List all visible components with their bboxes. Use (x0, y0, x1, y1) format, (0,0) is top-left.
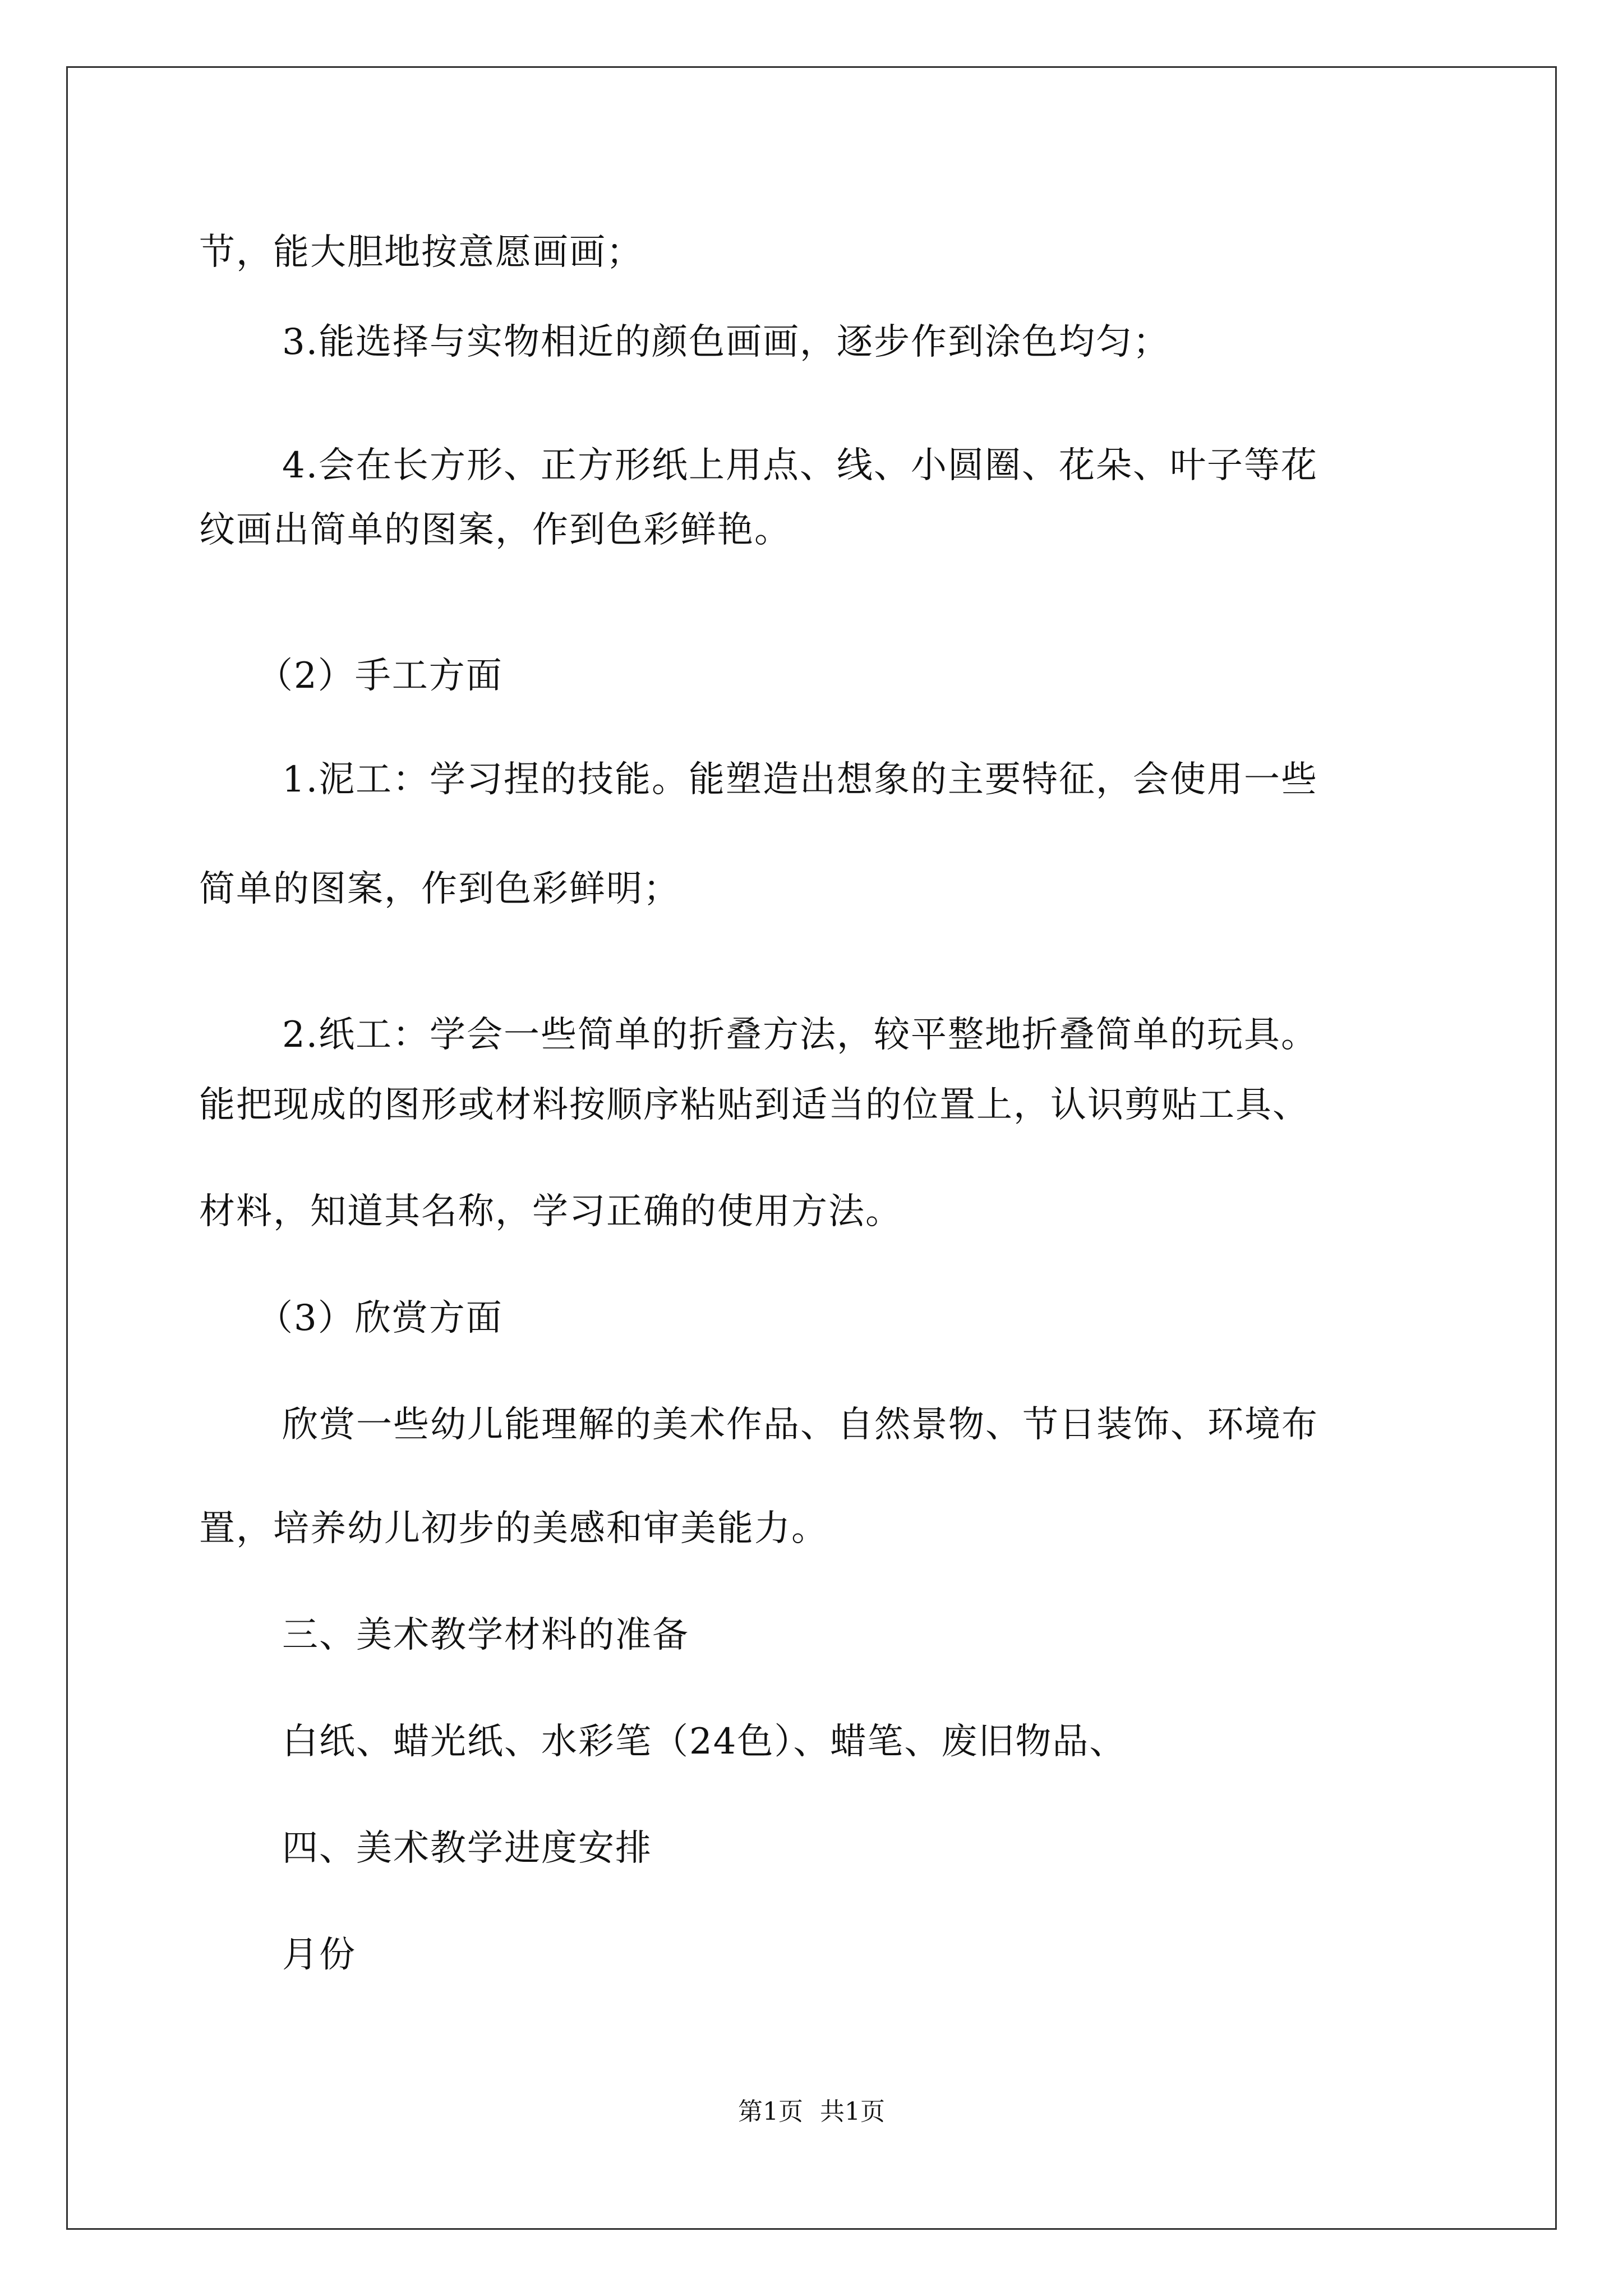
text-line-6: 1.泥工：学习捏的技能。能塑造出想象的主要特征，会使用一些 (282, 759, 1318, 800)
text-line-1: 节，能大胆地按意愿画画； (199, 232, 643, 273)
page-border (66, 66, 1557, 2230)
text-line-15: 白纸、蜡光纸、水彩笔（24色）、蜡笔、废旧物品、 (282, 1721, 1127, 1763)
section-heading-materials: 三、美术教学材料的准备 (282, 1614, 689, 1656)
text-line-8: 2.纸工：学会一些简单的折叠方法，较平整地折叠简单的玩具。 (282, 1014, 1318, 1056)
text-line-12: 欣赏一些幼儿能理解的美术作品、自然景物、节日装饰、环境布 (282, 1404, 1318, 1446)
page-total: 共1页 (820, 2097, 885, 2126)
text-line-17: 月份 (282, 1934, 356, 1976)
text-line-9: 能把现成的图形或材料按顺序粘贴到适当的位置上，认识剪贴工具、 (199, 1084, 1310, 1126)
section-heading-appreciation: （3）欣赏方面 (257, 1297, 503, 1339)
section-heading-handcraft: （2）手工方面 (257, 655, 503, 697)
text-line-10: 材料，知道其名称，学习正确的使用方法。 (199, 1191, 902, 1232)
page-footer (0, 2095, 1623, 2129)
text-line-13: 置，培养幼儿初步的美感和审美能力。 (199, 1508, 828, 1549)
section-heading-schedule: 四、美术教学进度安排 (282, 1828, 652, 1869)
text-line-7: 简单的图案，作到色彩鲜明； (199, 868, 680, 910)
text-line-2: 3.能选择与实物相近的颜色画画，逐步作到涂色均匀； (282, 321, 1170, 363)
page-number: 第1页 (738, 2097, 803, 2126)
text-line-4: 纹画出简单的图案，作到色彩鲜艳。 (199, 509, 791, 551)
text-line-3: 4.会在长方形、正方形纸上用点、线、小圆圈、花朵、叶子等花 (282, 445, 1318, 486)
